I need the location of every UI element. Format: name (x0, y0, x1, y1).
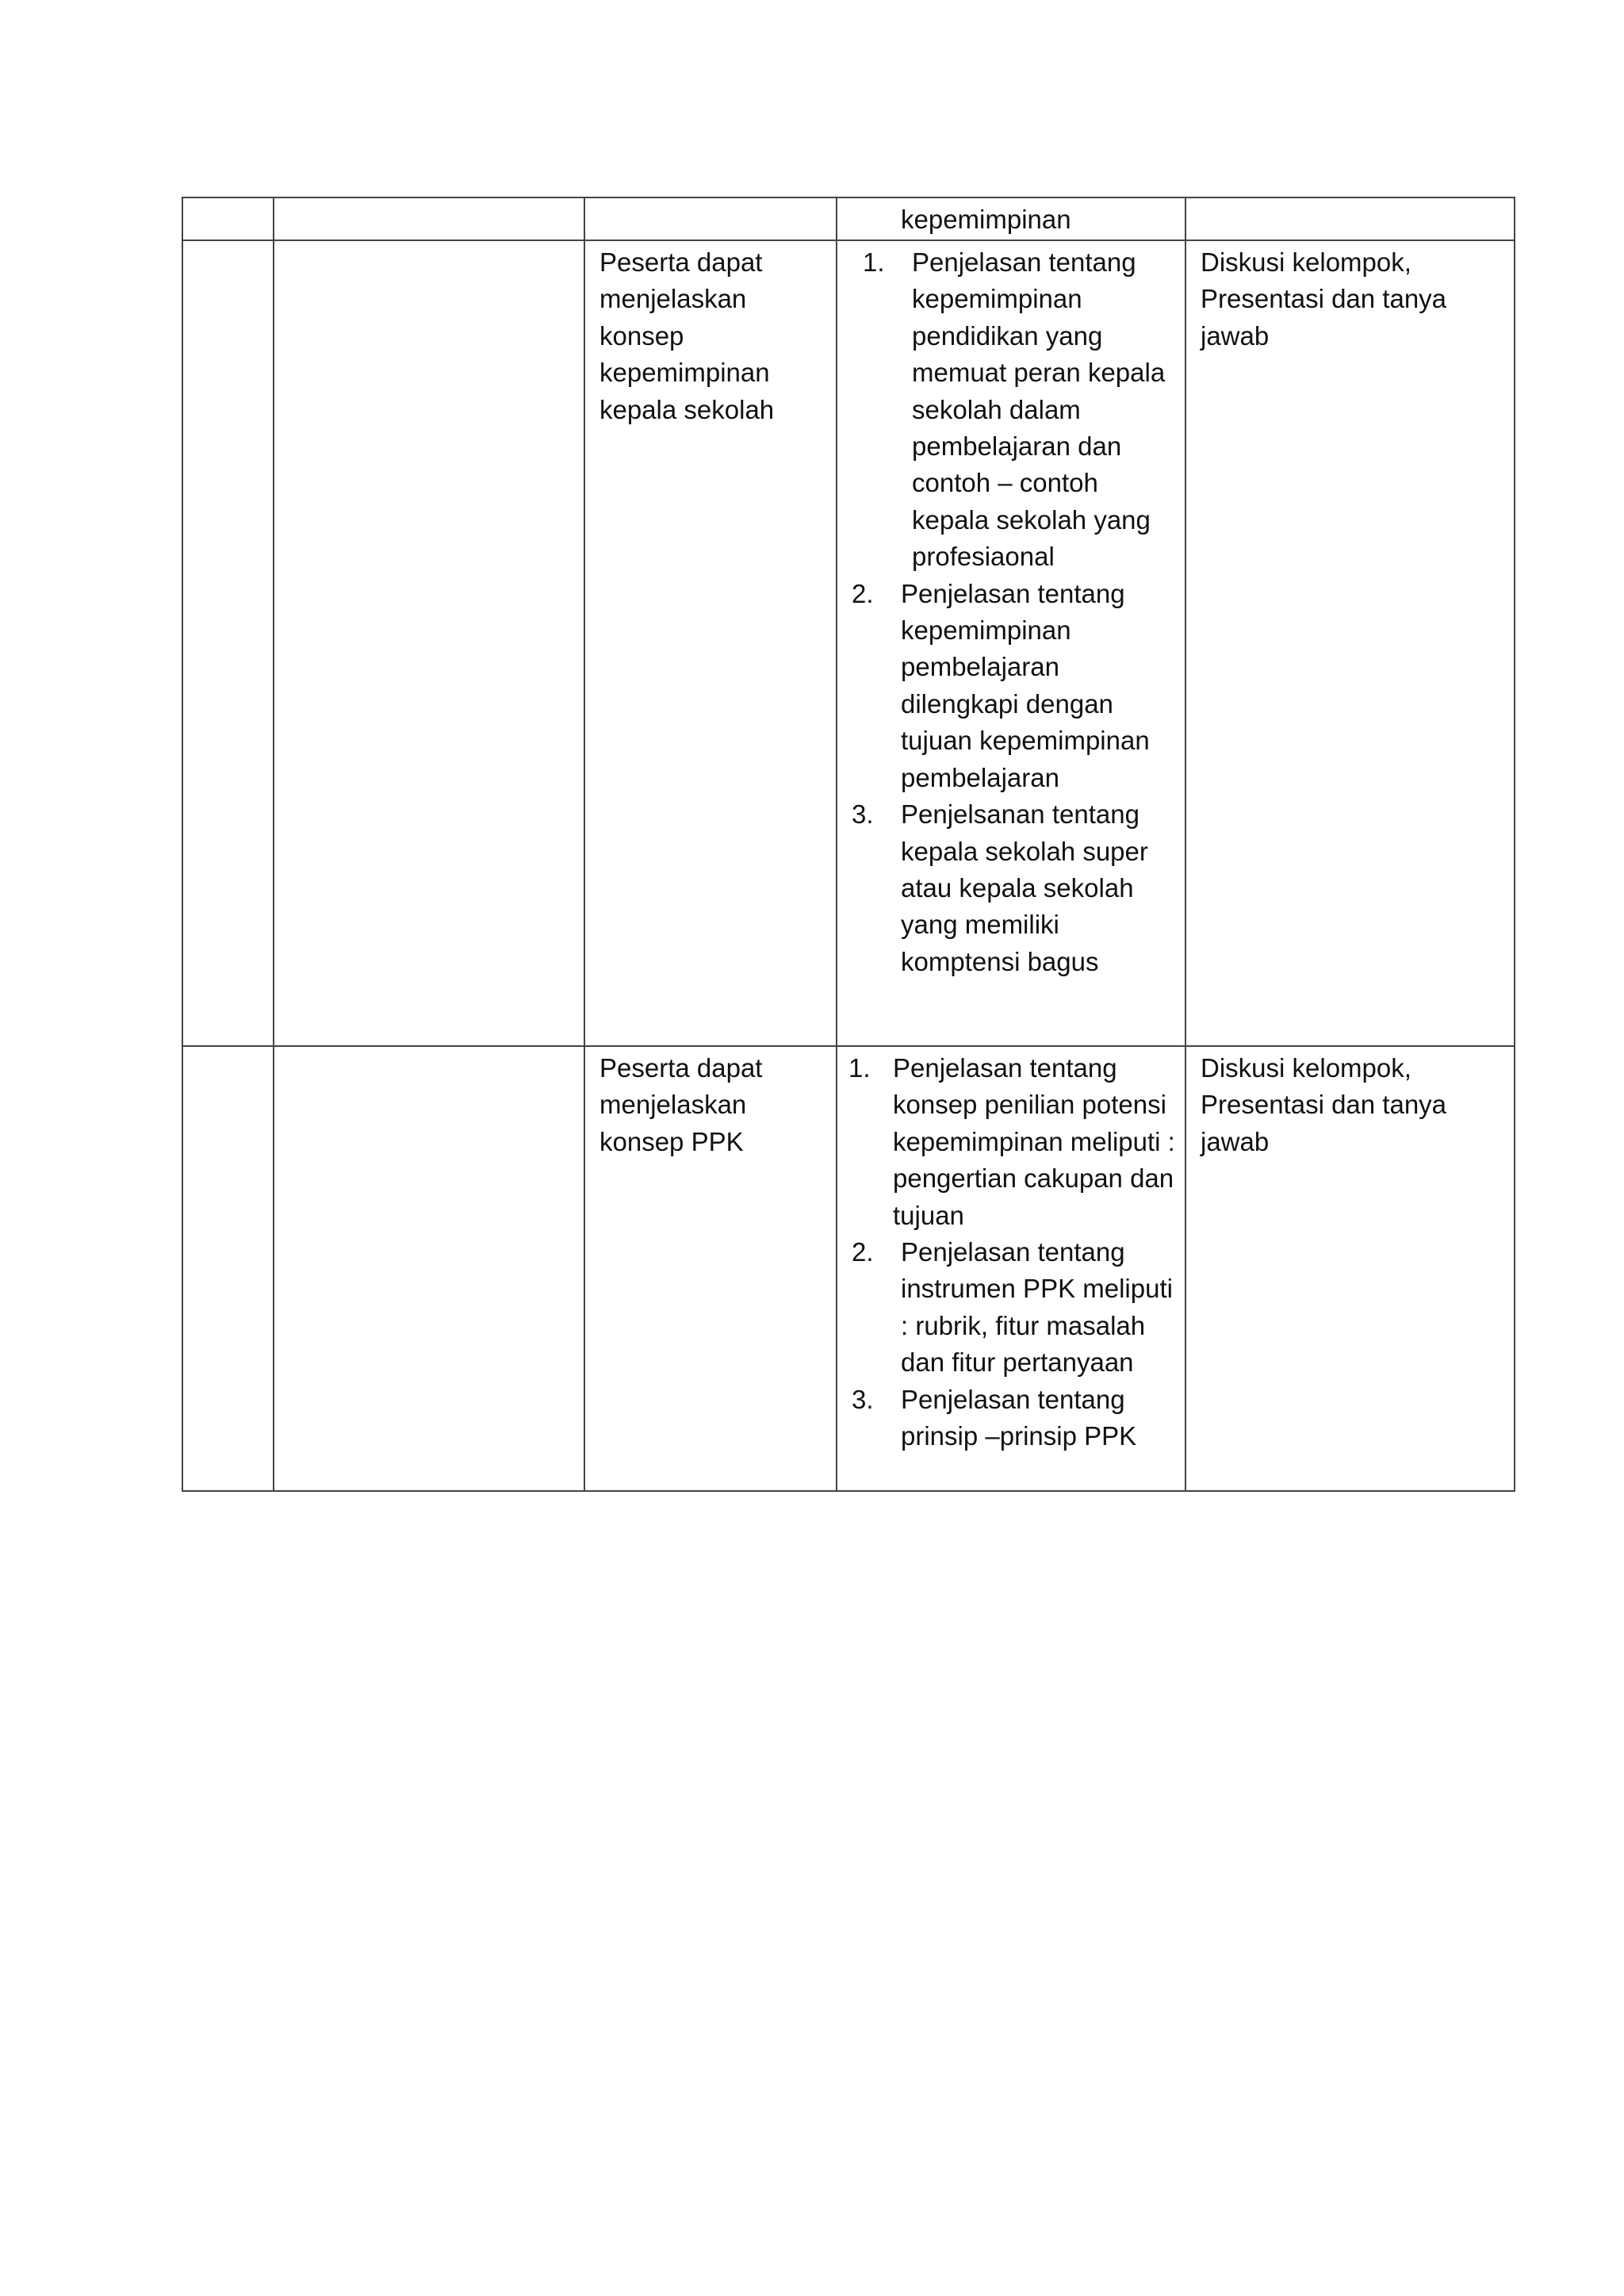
list-number: 2. (852, 578, 874, 608)
list-text: Penjelasan tentang kepemimpinan pendidikan yang memuat peran kepala sekolah dalam pembelajaran dan contoh – contoh kepala sekolah yang profesiaonal (912, 247, 1166, 572)
cell-method (1185, 197, 1515, 240)
list-item (848, 1050, 1177, 1234)
cell-competency (274, 197, 584, 240)
cell-number (182, 1046, 274, 1491)
cell-material (837, 1046, 1185, 1491)
list-number: 1. (848, 1053, 871, 1083)
list-item (852, 796, 1177, 980)
cell-objective: Peserta dapat menjelaskan konsep PPK (584, 1046, 837, 1491)
list-text: Penjelasan tentang kepemimpinan pembelajaran dilengkapi dengan tujuan kepemimpinan pembelajaran (901, 578, 1150, 792)
cell-number (182, 197, 274, 240)
list-text: Penjelasan tentang instrumen PPK meliputi : rubrik, fitur masalah dan fitur pertanyaan (901, 1237, 1173, 1378)
table-row (182, 197, 1515, 240)
material-continuation-text: kepemimpinan (901, 205, 1071, 234)
list-item (852, 244, 1177, 576)
lesson-plan-table (182, 197, 1515, 1492)
list-item (852, 1382, 1177, 1455)
table-row (182, 1046, 1515, 1491)
table-row (182, 240, 1515, 1046)
list-number: 1. (863, 247, 885, 277)
material-list (852, 244, 1177, 980)
list-text: Penjelasan tentang konsep penilian potensi kepemimpinan meliputi : pengertian cakupan dan tujuan (893, 1053, 1175, 1230)
list-number: 3. (852, 1384, 874, 1414)
cell-number (182, 240, 274, 1046)
cell-method: Diskusi kelompok, Presentasi dan tanya jawab (1185, 240, 1515, 1046)
list-text: Penjelsanan tentang kepala sekolah super atau kepala sekolah yang memiliki komptensi bagus (901, 799, 1148, 976)
cell-material (837, 197, 1185, 240)
material-list (848, 1050, 1177, 1455)
cell-competency (274, 240, 584, 1046)
cell-material (837, 240, 1185, 1046)
cell-objective: Peserta dapat menjelaskan konsep kepemimpinan kepala sekolah (584, 240, 837, 1046)
list-number: 2. (852, 1237, 874, 1267)
cell-objective (584, 197, 837, 240)
list-item (852, 576, 1177, 796)
cell-method: Diskusi kelompok, Presentasi dan tanya jawab (1185, 1046, 1515, 1491)
list-item (852, 1234, 1177, 1382)
list-text: Penjelasan tentang prinsip –prinsip PPK (901, 1384, 1137, 1451)
cell-competency (274, 1046, 584, 1491)
list-number: 3. (852, 799, 874, 830)
